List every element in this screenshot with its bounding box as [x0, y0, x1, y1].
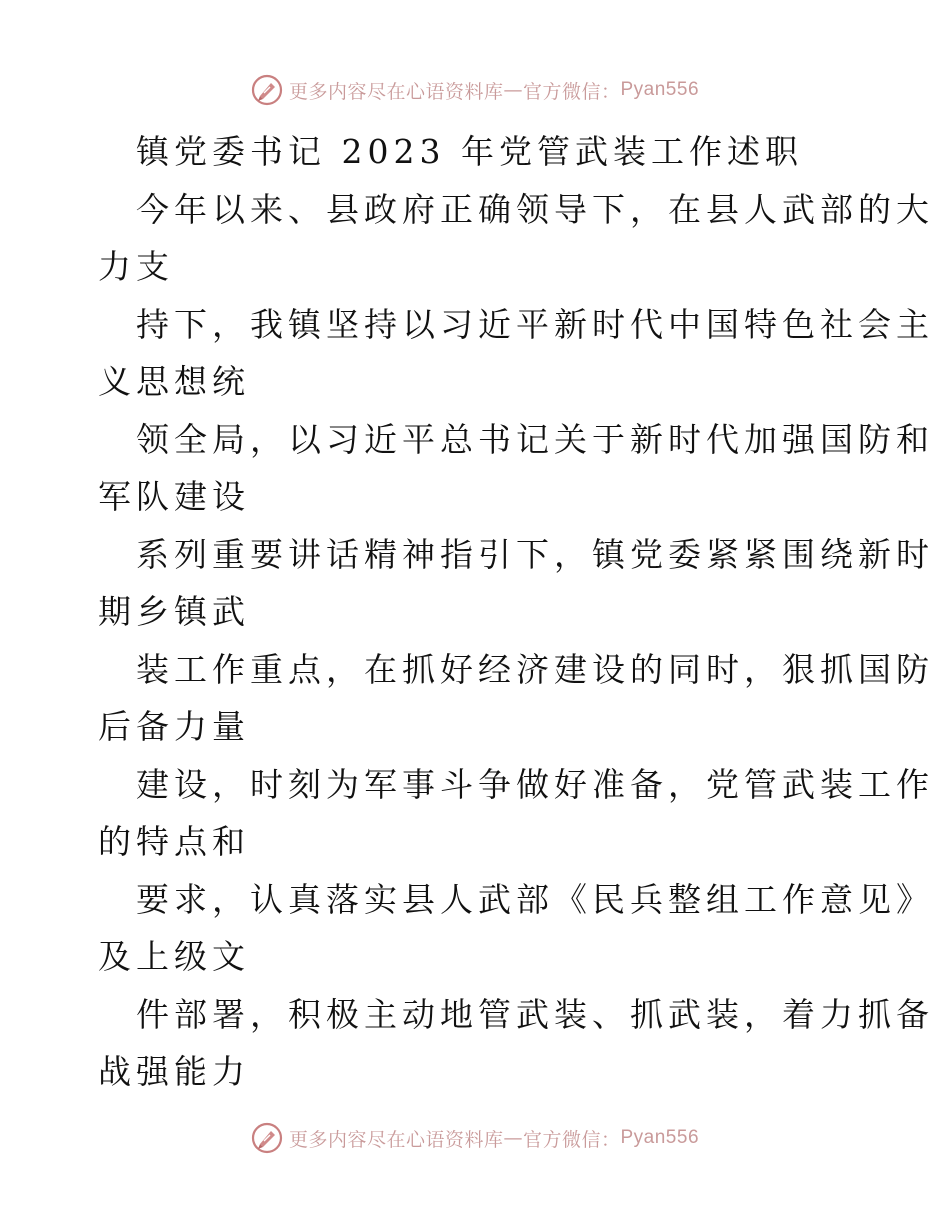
- document-body: [98, 123, 934, 1101]
- pen-nib-logo-icon: [251, 1122, 283, 1154]
- paragraph-line: 装工作重点，在抓好经济建设的同时，狠抓国防: [136, 649, 934, 689]
- paragraph-line: 期乡镇武: [98, 592, 250, 631]
- paragraph-line: 后备力量: [98, 707, 250, 746]
- paragraph-line: 今年以来、县政府正确领导下，在县人武部的大: [136, 189, 934, 229]
- banner-separator: —: [503, 79, 523, 101]
- paragraph-line: 军队建设: [98, 477, 250, 516]
- header-watermark-banner: [0, 70, 950, 110]
- paragraph-line: 战强能力: [98, 1052, 250, 1091]
- paragraph-line: 建设，时刻为军事斗争做好准备，党管武装工作: [136, 764, 934, 804]
- pen-nib-logo-icon: [251, 74, 283, 106]
- banner-wechat-label: 官方微信：: [522, 1128, 621, 1151]
- banner-wechat-id: Pyan556: [620, 1127, 700, 1148]
- paragraph-line: 领全局，以习近平总书记关于新时代加强国防和: [136, 419, 934, 459]
- paragraph-line: 系列重要讲话精神指引下，镇党委紧紧围绕新时: [136, 534, 934, 574]
- paragraph-line: 件部署，积极主动地管武装、抓武装，着力抓备: [136, 994, 934, 1034]
- banner-text: 更多内容尽在心语资料库: [288, 1128, 504, 1151]
- paragraph-line: 持下，我镇坚持以习近平新时代中国特色社会主: [136, 304, 934, 344]
- banner-wechat-id: Pyan556: [620, 79, 700, 100]
- banner-text: 更多内容尽在心语资料库: [288, 80, 504, 103]
- paragraph-line: 要求，认真落实县人武部《民兵整组工作意见》: [136, 879, 934, 919]
- paragraph-line: 及上级文: [98, 937, 250, 976]
- paragraph-line: 的特点和: [98, 822, 250, 861]
- banner-wechat-label: 官方微信：: [522, 80, 621, 103]
- paragraph-line: 义思想统: [98, 362, 250, 401]
- document-title: 镇党委书记 2023 年党管武装工作述职: [136, 132, 803, 171]
- paragraph-line: 力支: [98, 247, 174, 286]
- footer-watermark-banner: [0, 1118, 950, 1158]
- banner-separator: —: [503, 1127, 523, 1149]
